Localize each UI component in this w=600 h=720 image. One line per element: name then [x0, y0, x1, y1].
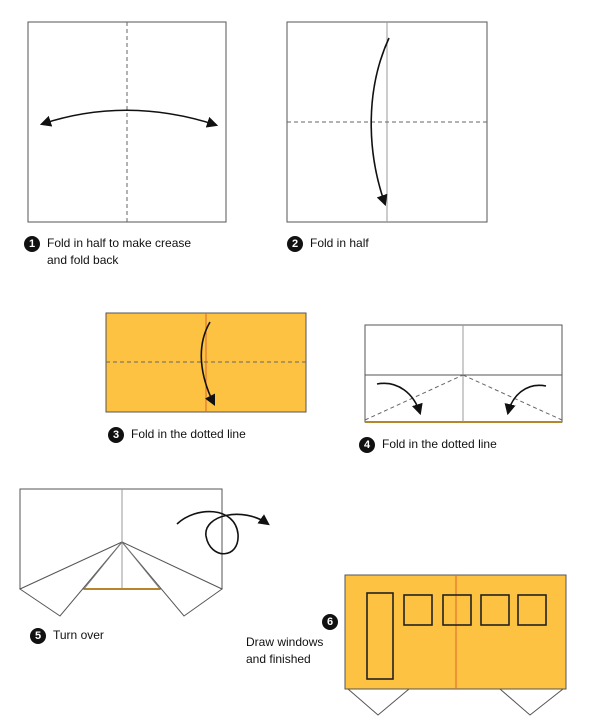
step-text: Draw windows and finished — [246, 635, 324, 666]
upper-panel — [20, 489, 222, 589]
step4-caption — [359, 436, 497, 453]
step-number-badge: 1 — [24, 236, 40, 252]
right-wheel — [500, 689, 563, 715]
step4-figure — [365, 325, 562, 422]
step-number-badge: 3 — [108, 427, 124, 443]
step-text: Fold in the dotted line — [131, 427, 246, 441]
step-number-badge: 5 — [30, 628, 46, 644]
step2-caption — [287, 235, 369, 252]
left-wheel — [348, 689, 409, 715]
step-text: Fold in the dotted line — [382, 437, 497, 451]
step3-caption — [108, 426, 246, 443]
step-text: Turn over — [53, 628, 104, 642]
step6-figure — [345, 575, 566, 715]
step-text: Fold in half to make crease and fold back — [47, 236, 192, 267]
step6-caption — [246, 613, 338, 668]
step1-caption — [24, 235, 191, 269]
step5-caption — [30, 627, 104, 644]
step-text: Fold in half — [310, 236, 369, 250]
step3-figure — [106, 313, 306, 412]
step-number-badge: 2 — [287, 236, 303, 252]
step2-figure — [287, 22, 487, 222]
step1-figure — [28, 22, 226, 222]
step5-figure — [20, 489, 268, 616]
step-number-badge: 6 — [322, 614, 338, 630]
step-number-badge: 4 — [359, 437, 375, 453]
